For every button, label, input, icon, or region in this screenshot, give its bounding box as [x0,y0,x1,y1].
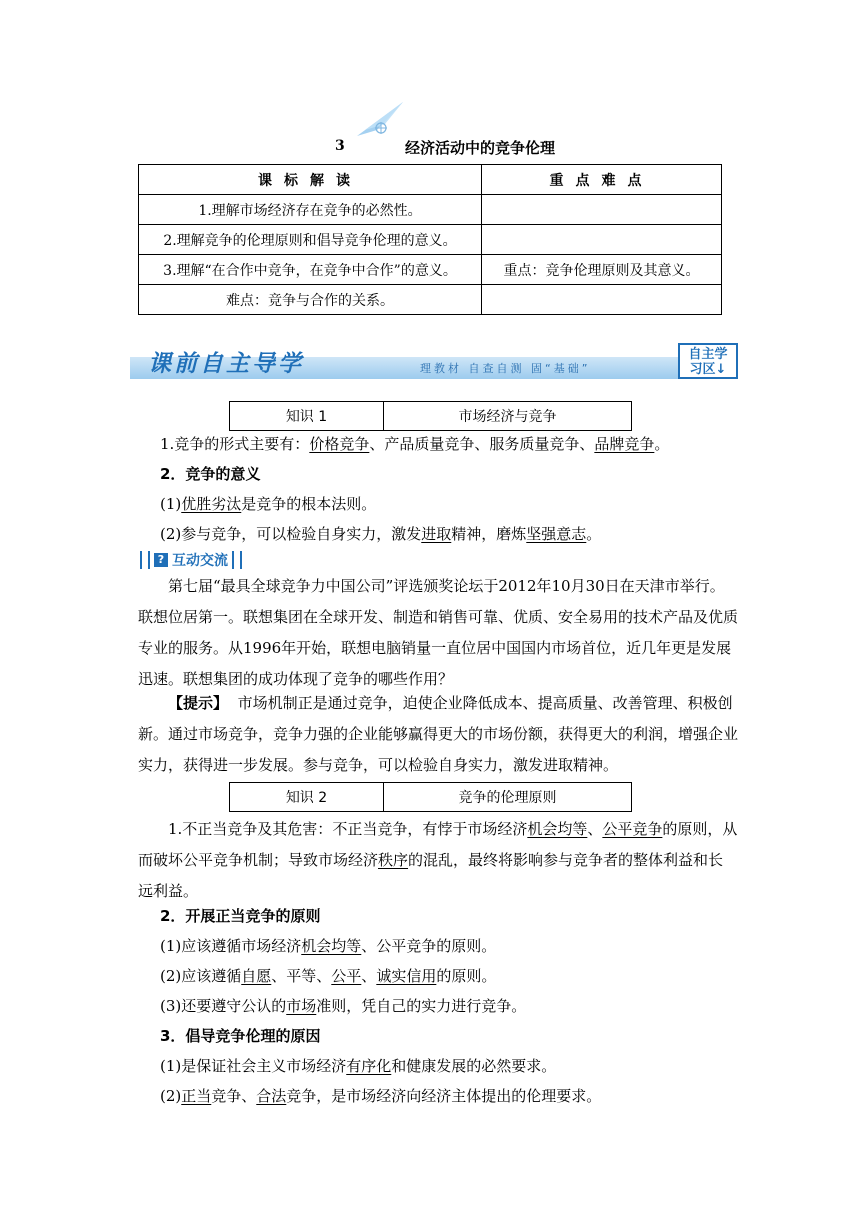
bar-decoration [140,551,150,569]
k2-heading-2: 2．开展正当竞争的原则 [160,907,321,925]
answer-blank: 自愿 [241,967,272,985]
text: 。 [654,435,670,453]
answer-blank: 公平 [331,967,362,985]
table-cell: 3.理解“在合作中竞争，在竞争中合作”的意义。 [139,255,482,285]
table-cell: 重点：竞争伦理原则及其意义。 [482,255,722,285]
text: 、平等、 [271,967,332,985]
answer-blank: 价格竞争 [309,435,370,453]
answer-blank: 进取 [421,525,452,543]
answer-blank: 正当 [181,1087,212,1105]
table-cell: 难点：竞争与合作的关系。 [139,285,482,315]
text: (1)是保证社会主义市场经济 [160,1057,347,1075]
banner-subtitle: 理教材 自查自测 固“基础” [420,362,591,375]
answer-blank: 市场 [286,997,317,1015]
k2-line-r2 [138,1086,738,1106]
k2-paragraph-1 [138,814,738,907]
tip-paragraph [138,688,738,781]
text: 1.竞争的形式主要有： [160,435,310,453]
text: (1)应该遵循市场经济 [160,937,302,955]
self-study-link[interactable] [678,343,738,379]
k2-line-s3 [138,996,738,1016]
self-study-line1: 自主学 [688,347,728,362]
banner-title: 课前自主导学 [148,351,304,377]
text: (2) [160,1087,182,1105]
answer-blank: 优胜劣汰 [181,495,242,513]
question-icon: ? [154,553,168,567]
answer-blank: 有序化 [346,1057,392,1075]
text: 精神，磨炼 [451,525,527,543]
text: (3)还要遵守公认的 [160,997,287,1015]
text: 1.不正当竞争及其危害：不正当竞争，有悖于市场经济 [168,820,528,838]
text: 竞争、 [211,1087,257,1105]
knowledge-label: 知识 1 [230,402,384,430]
text: 、 [361,967,377,985]
table-cell: 1.理解市场经济存在竞争的必然性。 [139,195,482,225]
table-cell [482,195,722,225]
text: 的原则，从而破坏公平竞争机制；导致市场经济 [138,820,738,869]
table-cell [482,225,722,255]
course-table [138,164,722,315]
k1-line-1 [138,434,738,454]
k2-line-s1 [138,936,738,956]
table-cell [482,285,722,315]
tip-text: 市场机制正是通过竞争，迫使企业降低成本、提高质量、改善管理、积极创新。通过市场竞争，竞争力强的企业能够赢得更大的市场份额，获得更大的利润，增强企业实力，获得进一步发展。参与竞争，可以检验自身实力，激发进取精神。 [138,694,739,774]
answer-blank: 机会均等 [527,820,588,838]
knowledge-title: 市场经济与竞争 [458,409,557,425]
interaction-paragraph: 第七届“最具全球竞争力中国公司”评选颁奖论坛于2012年10月30日在天津市举行。联想位居第一。联想集团在全球开发、制造和销售可靠、优质、安全易用的技术产品及优质专业的服务。从1996年开始，联想电脑销量一直位居中国国内市场首位，近几年更是发展迅速。联想集团的成功体现了竞争的哪些作用？ [138,577,739,688]
table-header: 课标解读 [139,165,482,195]
text: 的原则。 [436,967,497,985]
table-row [139,225,722,255]
table-header-row [139,165,722,195]
section-banner [130,343,738,381]
table-cell: 2.理解竞争的伦理原则和倡导竞争伦理的意义。 [139,225,482,255]
k2-line-s2 [138,966,738,986]
table-header: 重点难点 [482,165,722,195]
paper-plane-icon [355,100,405,140]
interaction-text: 互动交流 [172,553,228,569]
text: 、 [587,820,603,838]
lesson-title: 经济活动中的竞争伦理 [405,139,556,157]
k1-line-3 [138,494,738,514]
text: 竞争，是市场经济向经济主体提出的伦理要求。 [286,1087,602,1105]
text: 。 [586,525,602,543]
knowledge-title: 竞争的伦理原则 [458,790,557,806]
text: (1) [160,495,182,513]
knowledge-2-header [229,782,632,812]
interaction-label [140,549,242,571]
k1-line-4 [138,524,738,544]
answer-blank: 秩序 [378,851,409,869]
text: 的混乱，最终将影响参与竞争者的整体利益和长远利益。 [138,851,724,900]
answer-blank: 公平竞争 [602,820,663,838]
text: 、公平竞争的原则。 [361,937,497,955]
k1-heading-2: 2．竞争的意义 [160,465,261,483]
answer-blank: 品牌竞争 [594,435,655,453]
table-row [139,255,722,285]
text: 和健康发展的必然要求。 [391,1057,557,1075]
table-row [139,285,722,315]
title-area [0,100,860,155]
knowledge-1-header [229,401,632,431]
answer-blank: 机会均等 [301,937,362,955]
answer-blank: 坚强意志 [526,525,587,543]
text: 是竞争的根本法则。 [241,495,377,513]
answer-blank: 合法 [256,1087,287,1105]
tip-label: 【提示】 [168,694,229,712]
text: 准则，凭自己的实力进行竞争。 [316,997,527,1015]
k2-heading-3: 3．倡导竞争伦理的原因 [160,1027,321,1045]
table-row [139,195,722,225]
text: (2)应该遵循 [160,967,242,985]
lesson-number: 3 [335,138,345,154]
k2-line-r1 [138,1056,738,1076]
bar-decoration [232,551,242,569]
text: 、产品质量竞争、服务质量竞争、 [369,435,595,453]
knowledge-label: 知识 2 [230,783,384,811]
answer-blank: 诚实信用 [376,967,437,985]
text: (2)参与竞争，可以检验自身实力，激发 [160,525,422,543]
self-study-line2: 习区↓ [689,362,727,377]
